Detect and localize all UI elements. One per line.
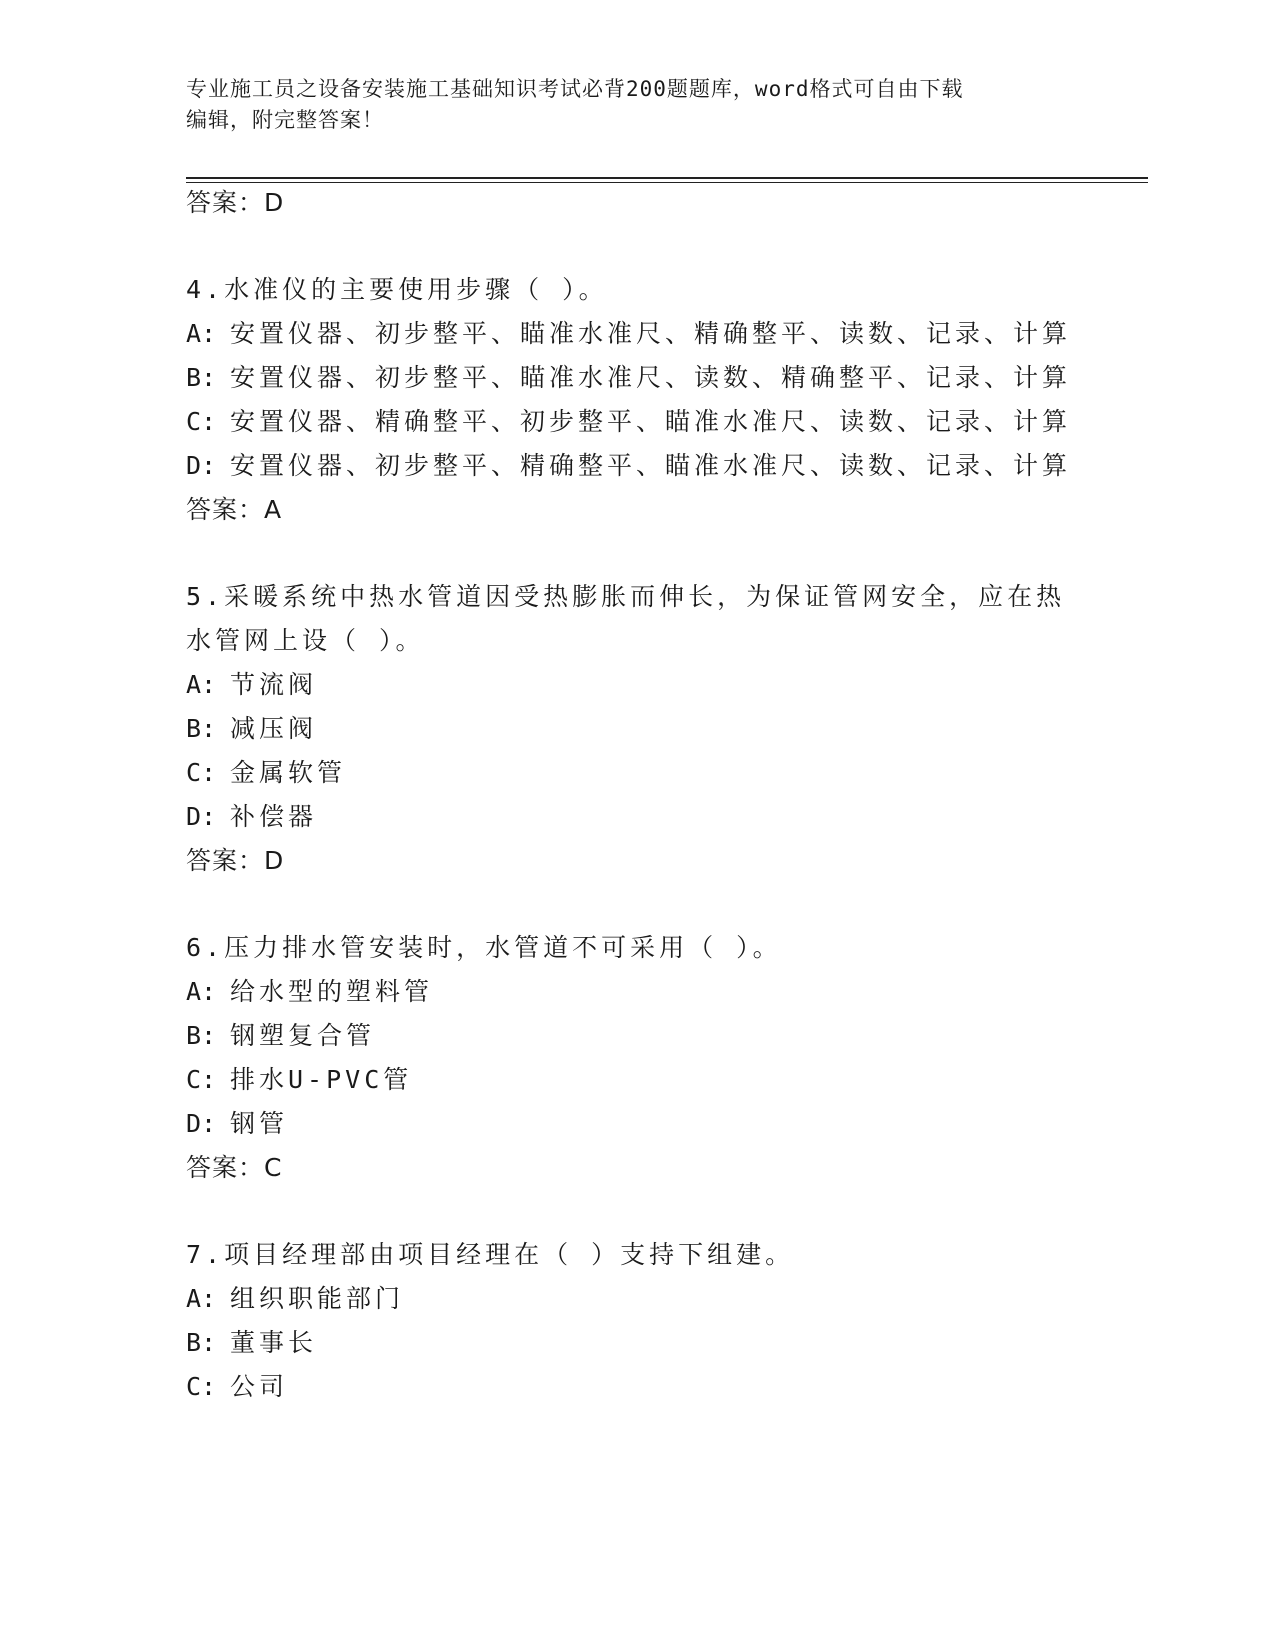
- option-text: 董事长: [230, 1328, 318, 1357]
- option-letter: D:: [186, 802, 217, 831]
- option-letter: D:: [186, 451, 217, 480]
- option-letter: B:: [186, 1021, 217, 1050]
- option-text: 安置仪器、初步整平、瞄准水准尺、读数、精确整平、记录、计算: [230, 363, 1072, 392]
- option-letter: C:: [186, 407, 217, 436]
- question-5-line-1: 5.采暖系统中热水管道因受热膨胀而伸长，为保证管网安全，应在热: [186, 582, 1066, 611]
- header-divider-thick: [186, 177, 1148, 179]
- option-text: 补偿器: [230, 802, 318, 831]
- q6-option-b: [186, 1019, 375, 1053]
- q6-answer: 答案：C: [186, 1153, 283, 1182]
- option-text: 钢塑复合管: [230, 1021, 376, 1050]
- q6-option-c: [186, 1063, 412, 1097]
- option-text: 安置仪器、初步整平、精确整平、瞄准水准尺、读数、记录、计算: [230, 451, 1072, 480]
- question-4: 4.水准仪的主要使用步骤（ ）。: [186, 275, 608, 304]
- option-letter: C:: [186, 758, 217, 787]
- option-letter: C:: [186, 1372, 217, 1401]
- option-text: 安置仪器、初步整平、瞄准水准尺、精确整平、读数、记录、计算: [230, 319, 1072, 348]
- option-text: 给水型的塑料管: [230, 977, 434, 1006]
- option-text: 钢管: [230, 1109, 289, 1138]
- q4-option-d: [186, 449, 1071, 483]
- q5-option-d: [186, 800, 317, 834]
- option-text: 减压阀: [230, 714, 318, 743]
- q7-option-b: [186, 1326, 317, 1360]
- q5-option-c: [186, 756, 346, 790]
- q4-option-b: [186, 361, 1071, 395]
- option-letter: B:: [186, 363, 217, 392]
- header-divider-thin: [186, 182, 1148, 183]
- option-letter: A:: [186, 977, 217, 1006]
- q7-option-c: [186, 1370, 288, 1404]
- option-letter: C:: [186, 1065, 217, 1094]
- header-line-1: 专业施工员之设备安装施工基础知识考试必背200题题库，word格式可自由下载: [186, 77, 964, 101]
- q5-option-b: [186, 712, 317, 746]
- option-text: 公司: [230, 1372, 289, 1401]
- option-text: 排水U-PVC管: [230, 1065, 413, 1094]
- answer-prev: 答案：D: [186, 188, 285, 217]
- q4-option-a: [186, 317, 1071, 351]
- question-5-line-2: 水管网上设（ ）。: [186, 626, 425, 655]
- header-line-2: 编辑，附完整答案！: [186, 108, 384, 132]
- document-header: [186, 74, 1066, 136]
- option-letter: A:: [186, 319, 217, 348]
- q6-option-a: [186, 975, 433, 1009]
- option-text: 金属软管: [230, 758, 347, 787]
- option-text: 节流阀: [230, 670, 318, 699]
- option-letter: B:: [186, 1328, 217, 1357]
- q4-answer: 答案：A: [186, 495, 283, 524]
- option-letter: A:: [186, 670, 217, 699]
- q5-option-a: [186, 668, 317, 702]
- q5-answer: 答案：D: [186, 846, 285, 875]
- option-text: 组织职能部门: [230, 1284, 405, 1313]
- option-letter: A:: [186, 1284, 217, 1313]
- q4-option-c: [186, 405, 1071, 439]
- option-text: 安置仪器、精确整平、初步整平、瞄准水准尺、读数、记录、计算: [230, 407, 1072, 436]
- option-letter: D:: [186, 1109, 217, 1138]
- q7-option-a: [186, 1282, 404, 1316]
- question-6: 6.压力排水管安装时，水管道不可采用（ ）。: [186, 933, 782, 962]
- option-letter: B:: [186, 714, 217, 743]
- question-7: 7.项目经理部由项目经理在（ ）支持下组建。: [186, 1240, 795, 1269]
- q6-option-d: [186, 1107, 288, 1141]
